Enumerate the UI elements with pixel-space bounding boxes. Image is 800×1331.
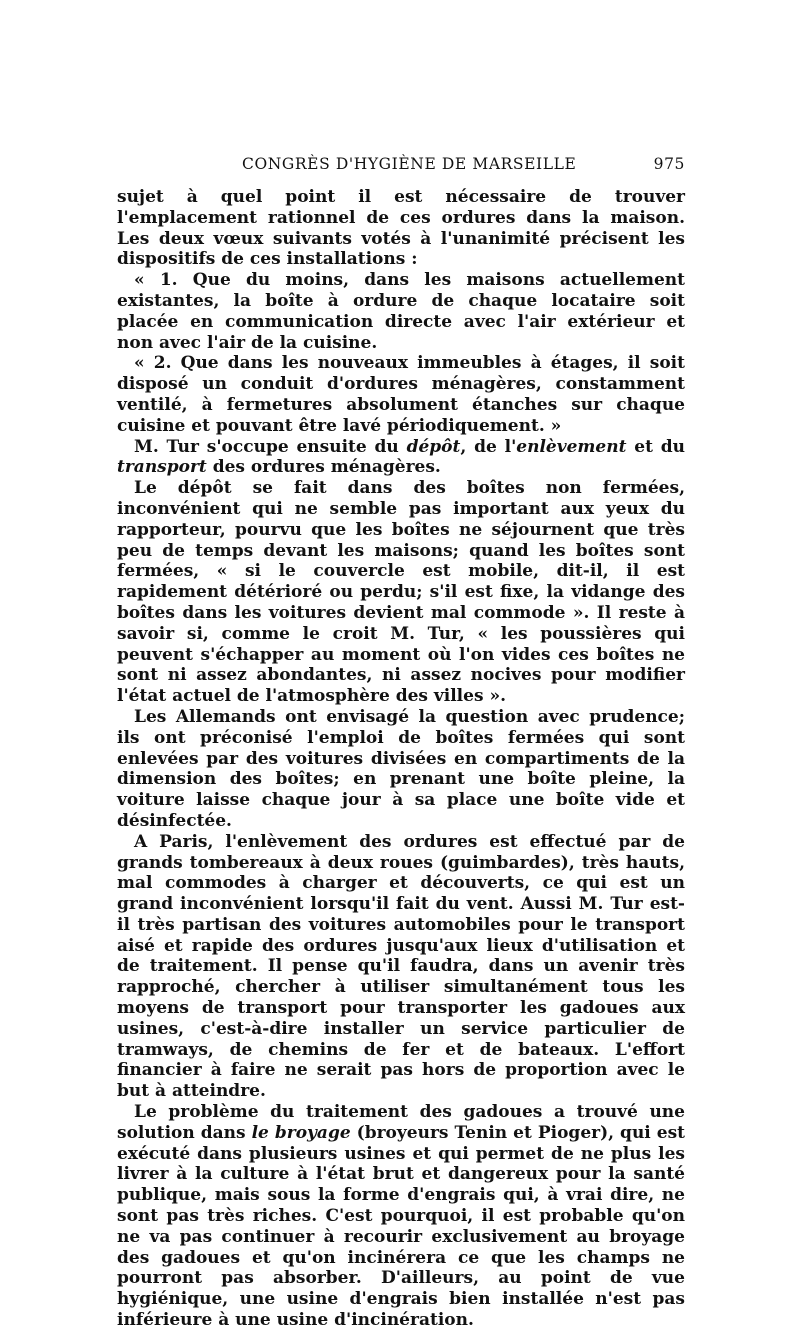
paragraph-depot: Le dépôt se fait dans des boîtes non fermées, inconvénient qui ne semble pas important aux yeux du rapporteur, pourvu que les boîtes ne séjournent que très peu de temps devant les maisons; quand les boîtes sont fermées, « si le couvercle est mobile, dit-il, il est rapidement détérioré ou perdu; s'il est fixe, la vidange des boîtes dans les voitures devient mal commode ». Il reste à savoir si, comme le croit M. Tur, « les poussières qui peuvent s'échapper au moment où l'on vides ces boîtes ne sont ni assez abondantes, ni assez nocives pour modifier l'état actuel de l'atmosphère des villes ». bbox=[117, 478, 685, 707]
paragraph-paris: A Paris, l'enlèvement des ordures est effectué par de grands tombereaux à deux roues (guimbardes), très hauts, mal commodes à charger et découverts, ce qui est un grand inconvénient lorsqu'il fait du vent. Aussi M. Tur est-il très partisan des voitures automobiles pour le transport aisé et rapide des ordures jusqu'aux lieux d'utilisation et de traitement. Il pense qu'il faudra, dans un avenir très rapproché, chercher à utiliser simultanément tous les moyens de transport pour transporter les gadoues aux usines, c'est-à-dire installer un service particulier de tramways, de chemins de fer et de bateaux. L'effort financier à faire ne serait pas hors de proportion avec le but à atteindre. bbox=[117, 831, 685, 1102]
text-run: M. Tur s'occupe ensuite du bbox=[134, 436, 407, 457]
italic-term-broyage: le broyage bbox=[251, 1122, 351, 1143]
text-run: , de l' bbox=[460, 436, 517, 457]
italic-term-enlevement: enlèvement bbox=[516, 436, 627, 457]
text-run: (broyeurs Tenin et Pioger), qui est exécuté dans plusieurs usines et qui permet de ne plus les livrer à la culture à l'état brut et dangereux pour la santé publique, mais sous la forme d'engrais qui, à vrai dire, ne sont pas très riches. C'est pourquoi, il est probable qu'on ne va pas continuer à recourir exclusivement au broyage des gadoues et qu'on incinérera ce que les champs ne pourront pas absorber. D'ailleurs, au point de vue hygiénique, une usine d'engrais bien installée n'est pas inférieure à une usine d'incinération. bbox=[117, 1122, 686, 1331]
paragraph-resolution-1: « 1. Que du moins, dans les maisons actuellement existantes, la boîte à ordure de chaque locataire soit placée en communication directe avec l'air extérieur et non avec l'air de la cuisine. bbox=[117, 270, 685, 353]
text-run: Le problème du traitement des gadoues a trouvé une solution dans bbox=[117, 1102, 685, 1143]
running-title: CONGRÈS D'HYGIÈNE DE MARSEILLE bbox=[242, 155, 577, 173]
page-header bbox=[117, 155, 685, 177]
italic-term-depot: dépôt bbox=[406, 436, 461, 457]
text-run: et du bbox=[626, 436, 685, 457]
body-text bbox=[117, 187, 685, 1331]
paragraph-1: sujet à quel point il est nécessaire de trouver l'emplacement rationnel de ces ordures dans la maison. Les deux vœux suivants votés à l'unanimité précisent les dispositifs de ces installations : bbox=[117, 187, 685, 270]
page-number: 975 bbox=[653, 155, 685, 173]
italic-term-transport: transport bbox=[117, 457, 207, 478]
text-run: des ordures ménagères. bbox=[206, 457, 441, 478]
paragraph-depot-intro bbox=[117, 437, 685, 479]
paragraph-traitement bbox=[117, 1102, 685, 1331]
paragraph-allemands: Les Allemands ont envisagé la question avec prudence; ils ont préconisé l'emploi de boîtes fermées qui sont enlevées par des voitures divisées en compartiments de la dimension des boîtes; en prenant une boîte pleine, la voiture laisse chaque jour à sa place une boîte vide et désinfectée. bbox=[117, 706, 685, 831]
paragraph-resolution-2: « 2. Que dans les nouveaux immeubles à étages, il soit disposé un conduit d'ordures ménagères, constamment ventilé, à fermetures absolument étanches sur chaque cuisine et pouvant être lavé périodiquement. » bbox=[117, 353, 685, 436]
